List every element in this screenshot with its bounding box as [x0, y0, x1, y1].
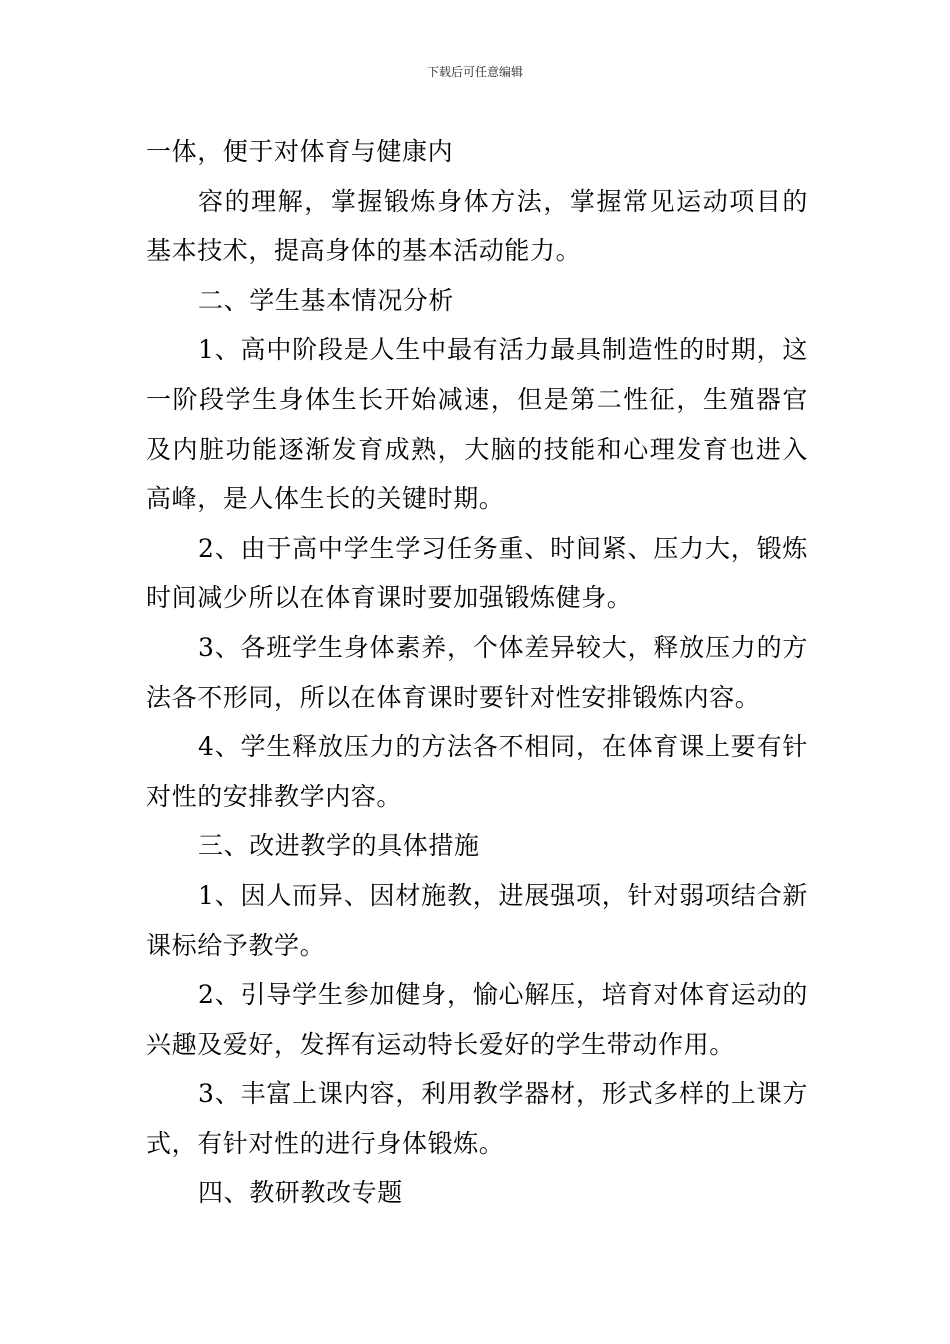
section-heading: 三、改进教学的具体措施: [198, 831, 480, 861]
paragraph: 4、学生释放压力的方法各不相同，在体育课上要有针对性的安排教学内容。: [146, 732, 808, 811]
section-heading: 四、教研教改专题: [198, 1178, 403, 1208]
paragraph: 3、丰富上课内容，利用教学器材，形式多样的上课方式，有针对性的进行身体锻炼。: [146, 1079, 808, 1158]
paragraph: 1、高中阶段是人生中最有活力最具制造性的时期，这一阶段学生身体生长开始减速，但是第二性征，生殖器官及内脏功能逐渐发育成熟，大脑的技能和心理发育也进入高峰，是人体生长的关键时期。: [146, 335, 808, 514]
paragraph: 3、各班学生身体素养，个体差异较大，释放压力的方法各不形同，所以在体育课时要针对性安排锻炼内容。: [146, 632, 808, 712]
paragraph: 2、引导学生参加健身，愉心解压，培育对体育运动的兴趣及爱好，发挥有运动特长爱好的学生带动作用。: [146, 980, 808, 1059]
document-body: [146, 127, 808, 1218]
page-header: 下载后可任意编辑: [426, 65, 523, 79]
paragraph: 1、因人而异、因材施教，进展强项，针对弱项结合新课标给予教学。: [146, 880, 808, 960]
section-heading: 二、学生基本情况分析: [198, 285, 455, 315]
paragraph-continuation: 一体，便于对体育与健康内: [146, 137, 454, 166]
paragraph: 2、由于高中学生学习任务重、时间紧、压力大，锻炼时间减少所以在体育课时要加强锻炼健身。: [146, 533, 808, 613]
paragraph: 容的理解，掌握锻炼身体方法，掌握常见运动项目的基本技术，提高身体的基本活动能力。: [146, 186, 808, 266]
